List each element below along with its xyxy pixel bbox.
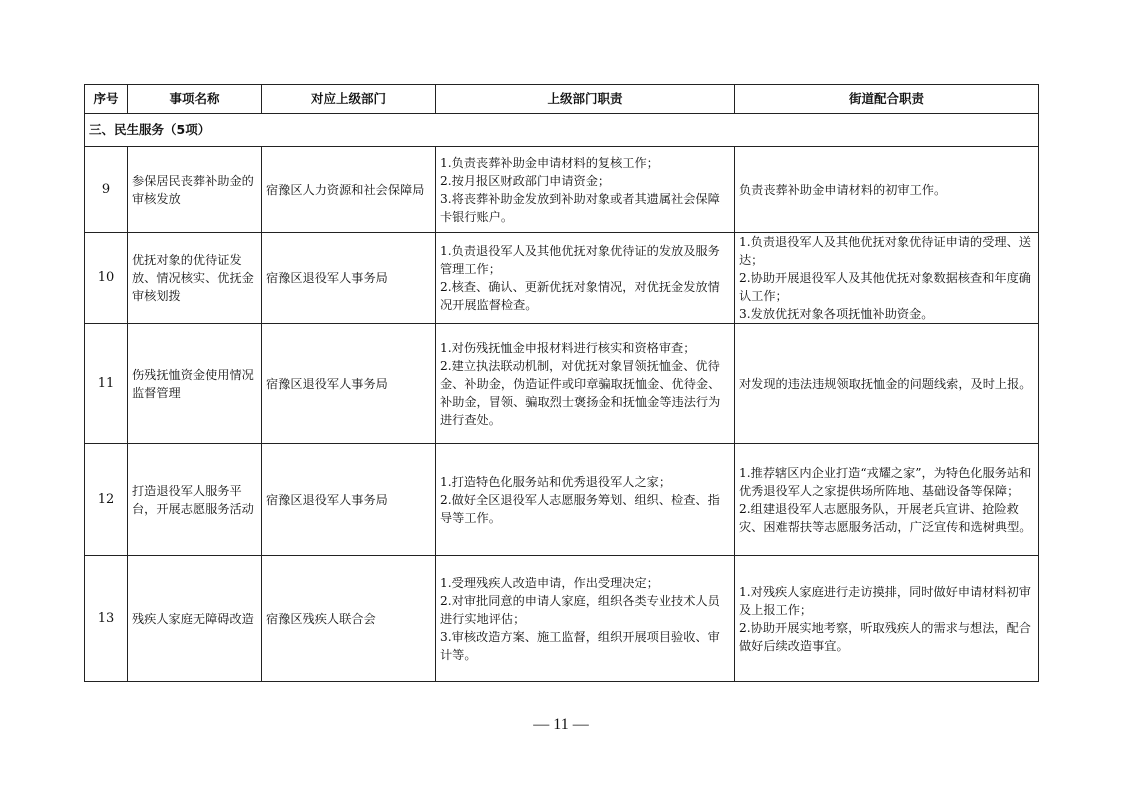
duty-item: 1.对伤残抚恤金申报材料进行核实和资格审查；	[440, 340, 696, 355]
street-item: 1.负责退役军人及其他优抚对象优待证申请的受理、送达；	[739, 235, 1031, 267]
row-duty	[436, 556, 735, 682]
header-street: 街道配合职责	[735, 85, 1039, 114]
row-no: 11	[85, 324, 128, 444]
duty-item: 2.建立执法联动机制，对优抚对象冒领抚恤金、优待金、补助金，伪造证件或印章骗取抚恤金、优待金、补助金，冒领、骗取烈士褒扬金和抚恤金等违法行为进行查处。	[440, 358, 721, 427]
table-row	[85, 147, 1039, 233]
street-item: 1.对残疾人家庭进行走访摸排，同时做好申请材料初审及上报工作；	[739, 584, 1031, 617]
street-item: 1.推荐辖区内企业打造“戎耀之家”，为特色化服务站和优秀退役军人之家提供场所阵地、基础设备等保障；	[739, 465, 1032, 498]
table-row	[85, 324, 1039, 444]
table-header-row	[85, 85, 1039, 114]
table-row	[85, 444, 1039, 556]
duty-item: 1.受理残疾人改造申请，作出受理决定；	[440, 575, 659, 590]
row-duty	[436, 444, 735, 556]
row-dept: 宿豫区退役军人事务局	[262, 324, 436, 444]
street-item: 2.协助开展退役军人及其他优抚对象数据核查和年度确认工作；	[739, 271, 1031, 303]
page-number: — 11 —	[533, 716, 589, 733]
row-dept: 宿豫区退役军人事务局	[262, 233, 436, 324]
header-name: 事项名称	[128, 85, 262, 114]
duty-item: 3.将丧葬补助金发放到补助对象或者其遗属社会保障卡银行账户。	[440, 191, 720, 224]
row-no: 9	[85, 147, 128, 233]
duty-item: 2.核查、确认、更新优抚对象情况，对优抚金发放情况开展监督检查。	[440, 280, 720, 312]
row-duty	[436, 147, 735, 233]
row-street	[735, 147, 1039, 233]
row-dept: 宿豫区残疾人联合会	[262, 556, 436, 682]
table-row	[85, 556, 1039, 682]
row-no: 10	[85, 233, 128, 324]
row-dept: 宿豫区退役军人事务局	[262, 444, 436, 556]
street-item: 2.协助开展实地考察，听取残疾人的需求与想法，配合做好后续改造事宜。	[739, 620, 1031, 653]
row-name: 优抚对象的优待证发放、情况核实、优抚金审核划拨	[128, 233, 262, 324]
row-dept: 宿豫区人力资源和社会保障局	[262, 147, 436, 233]
duty-item: 1.打造特色化服务站和优秀退役军人之家；	[440, 474, 672, 489]
duty-item: 1.负责退役军人及其他优抚对象优待证的发放及服务管理工作；	[440, 244, 720, 276]
street-item: 对发现的违法违规领取抚恤金的问题线索，及时上报。	[739, 376, 1032, 391]
row-name: 残疾人家庭无障碍改造	[128, 556, 262, 682]
duty-item: 2.按月报区财政部门申请资金；	[440, 173, 611, 188]
header-duty: 上级部门职责	[436, 85, 735, 114]
row-street	[735, 444, 1039, 556]
row-street	[735, 556, 1039, 682]
section-title: 三、民生服务（5项）	[85, 114, 1039, 147]
row-no: 12	[85, 444, 128, 556]
row-no: 13	[85, 556, 128, 682]
duties-table	[84, 84, 1039, 682]
street-item: 3.发放优抚对象各项抚恤补助资金。	[739, 307, 934, 321]
duty-item: 3.审核改造方案、施工监督，组织开展项目验收、审计等。	[440, 629, 720, 662]
street-item: 2.组建退役军人志愿服务队，开展老兵宣讲、抢险救灾、困难帮扶等志愿服务活动，广泛宣传和选树典型。	[739, 501, 1032, 534]
section-row	[85, 114, 1039, 147]
row-street	[735, 324, 1039, 444]
row-street	[735, 233, 1039, 324]
row-duty	[436, 324, 735, 444]
duty-item: 2.做好全区退役军人志愿服务筹划、组织、检查、指导等工作。	[440, 492, 720, 525]
header-dept: 对应上级部门	[262, 85, 436, 114]
duty-item: 2.对审批同意的申请人家庭，组织各类专业技术人员进行实地评估；	[440, 593, 720, 626]
row-name: 参保居民丧葬补助金的审核发放	[128, 147, 262, 233]
duty-item: 1.负责丧葬补助金申请材料的复核工作；	[440, 155, 659, 170]
row-name: 伤残抚恤资金使用情况监督管理	[128, 324, 262, 444]
table-row	[85, 233, 1039, 324]
row-name: 打造退役军人服务平台，开展志愿服务活动	[128, 444, 262, 556]
row-duty	[436, 233, 735, 324]
street-item: 负责丧葬补助金申请材料的初审工作。	[739, 182, 947, 197]
header-no: 序号	[85, 85, 128, 114]
